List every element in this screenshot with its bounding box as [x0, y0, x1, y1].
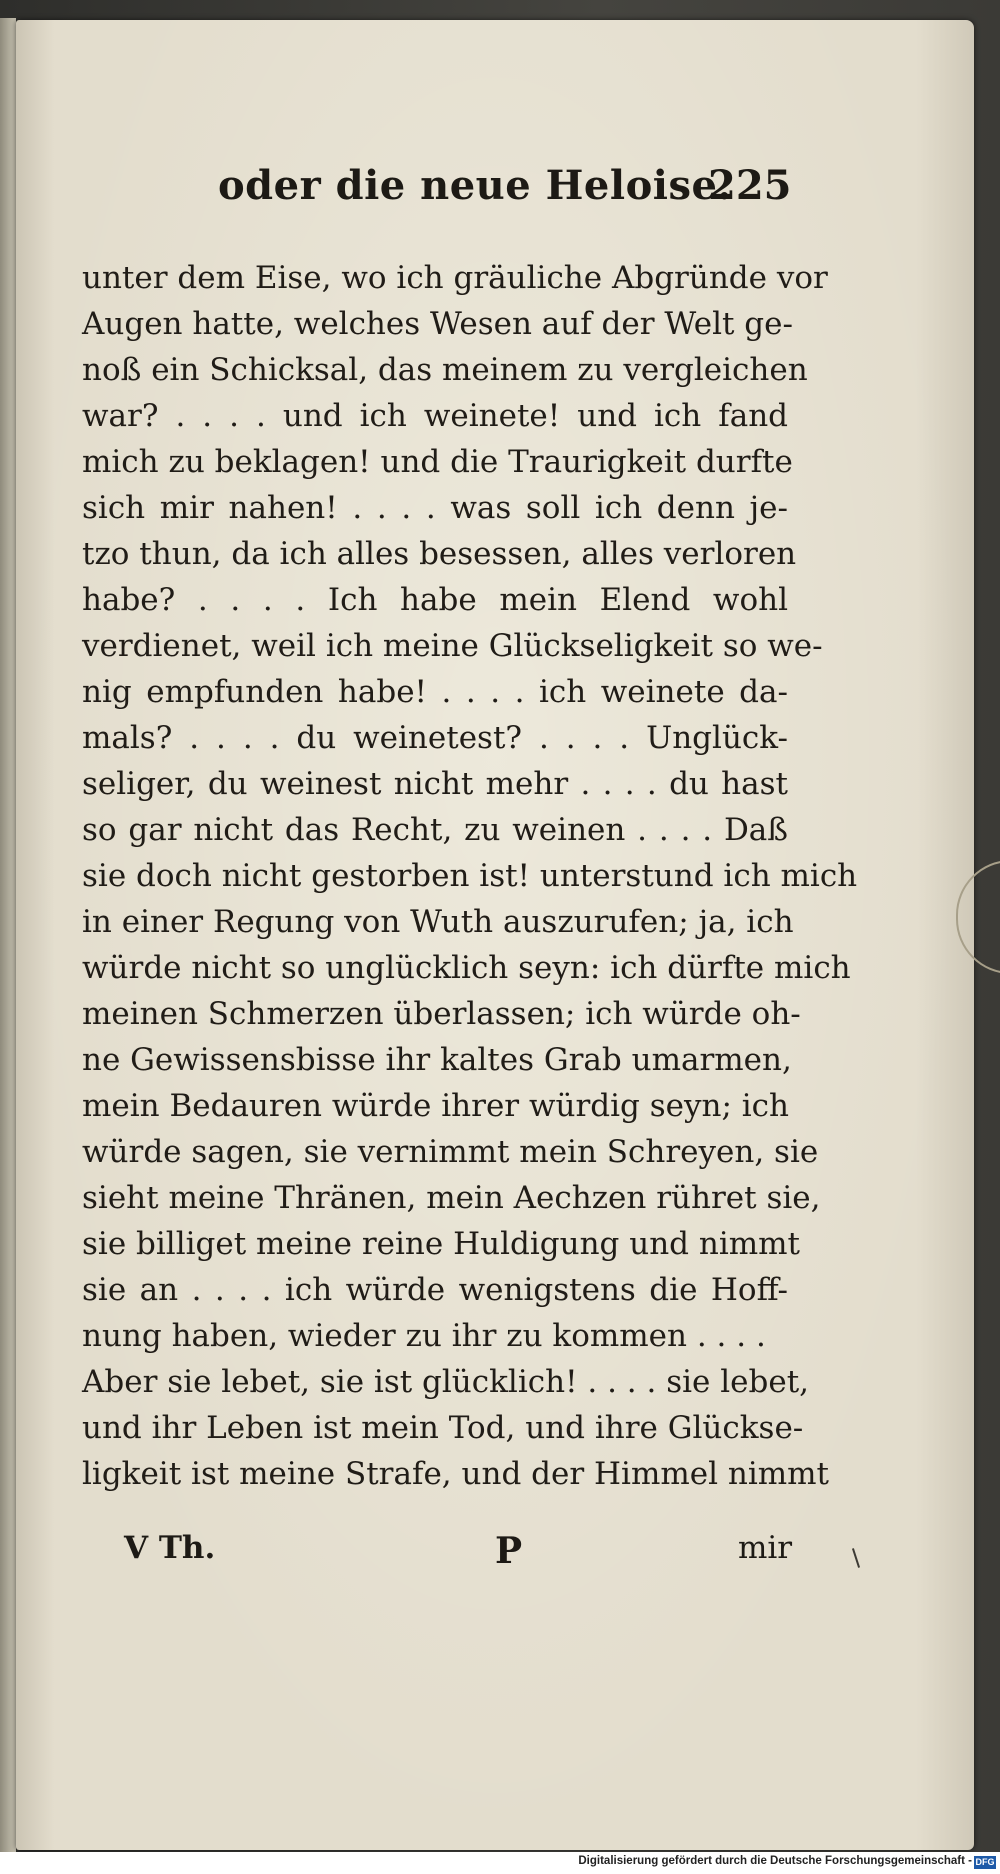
text-line: Augen hatte, welches Wesen auf der Welt ge-: [82, 306, 793, 342]
text-line: und ihr Leben ist mein Tod, und ihre Glückse-: [82, 1410, 804, 1446]
page-header: [0, 162, 1000, 222]
text-line: habe? . . . . Ich habe mein Elend wohl: [82, 582, 788, 618]
text-line: nig empfunden habe! . . . . ich weinete da-: [82, 674, 788, 710]
text-line: Aber sie lebet, sie ist glücklich! . . . . sie lebet,: [82, 1364, 810, 1400]
text-line: mich zu beklagen! und die Traurigkeit durfte: [82, 444, 793, 480]
text-line: war? . . . . und ich weinete! und ich fand: [82, 398, 788, 434]
text-line: meinen Schmerzen überlassen; ich würde oh-: [82, 996, 801, 1032]
page-number: 225: [708, 162, 792, 209]
text-line: unter dem Eise, wo ich gräuliche Abgründe vor: [82, 260, 828, 296]
digitization-credit-bar: [0, 1852, 1000, 1874]
digitization-credit-text: Digitalisierung gefördert durch die Deutsche Forschungsgemeinschaft -: [578, 1855, 972, 1867]
text-line: seliger, du weinest nicht mehr . . . . du hast: [82, 766, 788, 802]
signature-mark: V Th.: [124, 1530, 216, 1566]
text-line: ligkeit ist meine Strafe, und der Himmel nimmt: [82, 1456, 829, 1492]
sheet-letter: P: [495, 1530, 523, 1572]
catchword: mir: [738, 1530, 793, 1566]
text-line: in einer Regung von Wuth auszurufen; ja, ich: [82, 904, 794, 940]
text-line: nung haben, wieder zu ihr zu kommen . . . .: [82, 1318, 766, 1354]
text-line: sie doch nicht gestorben ist! unterstund ich mich: [82, 858, 858, 894]
text-line: ne Gewissensbisse ihr kaltes Grab umarmen,: [82, 1042, 792, 1078]
running-title: oder die neue Heloise.: [218, 162, 732, 209]
text-line: mals? . . . . du weinetest? . . . . Unglück-: [82, 720, 788, 756]
text-line: sie an . . . . ich würde wenigstens die Hoff-: [82, 1272, 788, 1308]
text-line: würde nicht so unglücklich seyn: ich dürfte mich: [82, 950, 851, 986]
page-clip-mark: [956, 860, 1000, 974]
dfg-logo-icon: DFG: [975, 1857, 995, 1867]
body-text: [82, 255, 858, 1497]
text-line: mein Bedauren würde ihrer würdig seyn; ich: [82, 1088, 790, 1124]
text-line: noß ein Schicksal, das meinem zu vergleichen: [82, 352, 808, 388]
page-footer: [0, 1530, 1000, 1590]
text-line: verdienet, weil ich meine Glückseligkeit so we-: [82, 628, 823, 664]
text-line: so gar nicht das Recht, zu weinen . . . . Daß: [82, 812, 788, 848]
text-line: würde sagen, sie vernimmt mein Schreyen, sie: [82, 1134, 819, 1170]
text-line: tzo thun, da ich alles besessen, alles verloren: [82, 536, 797, 572]
text-line: sie billiget meine reine Huldigung und nimmt: [82, 1226, 800, 1262]
text-line: sieht meine Thränen, mein Aechzen rühret sie,: [82, 1180, 821, 1216]
text-line: sich mir nahen! . . . . was soll ich denn je-: [82, 490, 788, 526]
